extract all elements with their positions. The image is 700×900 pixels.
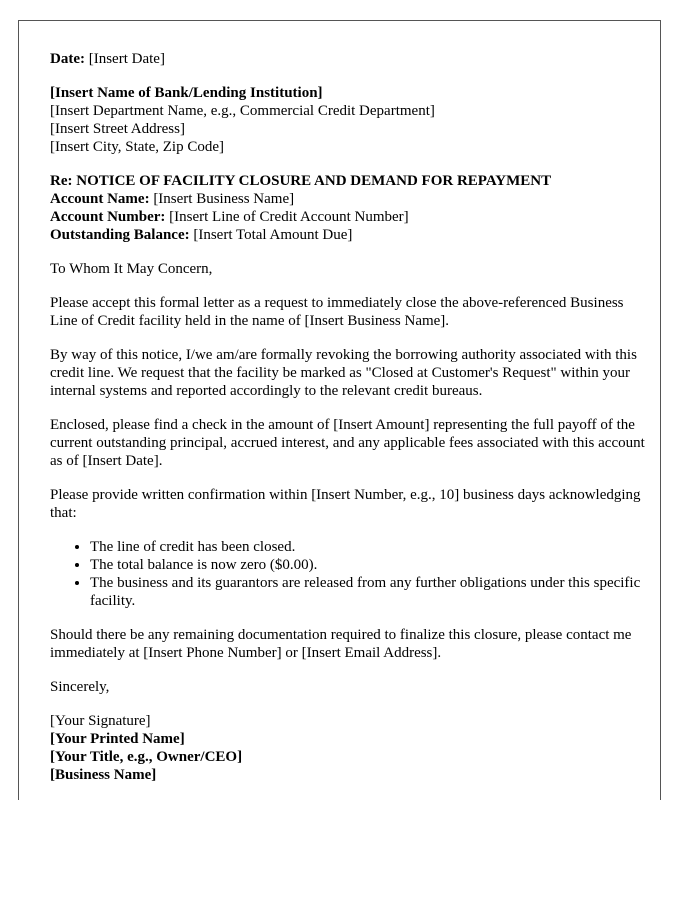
account-number-line xyxy=(50,208,650,226)
account-number-label: Account Number: xyxy=(50,209,166,225)
paragraph-1: Please accept this formal letter as a request to immediately close the above-referenced Business Line of Credit facility held in the name of [Insert Business Name]. xyxy=(50,295,624,329)
balance-line xyxy=(50,226,650,244)
account-name-value: [Insert Business Name] xyxy=(153,191,295,207)
subject-block xyxy=(50,172,650,244)
recipient-block xyxy=(50,84,650,156)
closing-paragraph: Should there be any remaining documentation required to finalize this closure, please contact me immediately at [Insert Phone Number] or [Insert Email Address]. xyxy=(50,627,632,661)
list-item: • The total balance is now zero ($0.00). xyxy=(90,556,650,574)
list-item: • The line of credit has been closed. xyxy=(90,538,650,556)
recipient-city: [Insert City, State, Zip Code] xyxy=(50,139,224,155)
printed-name: [Your Printed Name] xyxy=(50,731,185,747)
signature-line: [Your Signature] xyxy=(50,713,151,729)
paragraph-4: Please provide written confirmation within [Insert Number, e.g., 10] business days acknowledging that: xyxy=(50,487,641,521)
paragraph-2: By way of this notice, I/we am/are formally revoking the borrowing authority associated with this credit line. We request that the facility be marked as "Closed at Customer's Request" within your internal systems and reported accordingly to the relevant credit bureaus. xyxy=(50,347,637,399)
paragraph-3: Enclosed, please find a check in the amount of [Insert Amount] representing the full payoff of the current outstanding principal, accrued interest, and any applicable fees associated with this account as of [Insert Date]. xyxy=(50,417,645,469)
business-name: [Business Name] xyxy=(50,767,157,783)
balance-value: [Insert Total Amount Due] xyxy=(193,227,353,243)
letter-content xyxy=(50,50,650,784)
list-item: • The business and its guarantors are released from any further obligations under this specific facility. xyxy=(90,574,650,610)
account-number-value: [Insert Line of Credit Account Number] xyxy=(169,209,409,225)
subject-line: Re: NOTICE OF FACILITY CLOSURE AND DEMAND FOR REPAYMENT xyxy=(50,173,552,189)
signoff: Sincerely, xyxy=(50,679,110,695)
signer-title: [Your Title, e.g., Owner/CEO] xyxy=(50,749,243,765)
date-value: [Insert Date] xyxy=(88,51,165,67)
confirmation-list xyxy=(50,538,650,610)
salutation: To Whom It May Concern, xyxy=(50,261,213,277)
date-line xyxy=(50,50,650,68)
recipient-street: [Insert Street Address] xyxy=(50,121,185,137)
date-label: Date: xyxy=(50,51,85,67)
account-name-label: Account Name: xyxy=(50,191,150,207)
recipient-department: [Insert Department Name, e.g., Commercial Credit Department] xyxy=(50,103,435,119)
letter-page xyxy=(18,20,661,800)
signature-block xyxy=(50,712,650,784)
recipient-name: [Insert Name of Bank/Lending Institution] xyxy=(50,85,323,101)
account-name-line xyxy=(50,190,650,208)
balance-label: Outstanding Balance: xyxy=(50,227,190,243)
